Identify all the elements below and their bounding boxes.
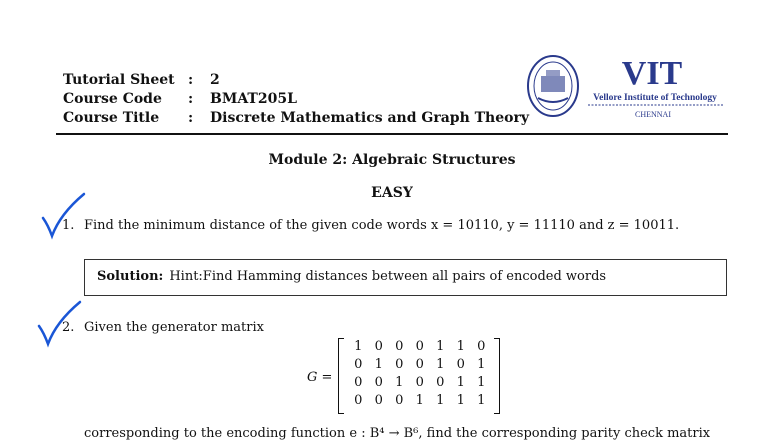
matrix-cell: 1: [436, 393, 445, 408]
solution-label: Solution:: [97, 269, 164, 284]
matrix-cell: 1: [395, 375, 404, 390]
question-number: 2.: [62, 320, 75, 335]
matrix-cell: 0: [374, 375, 383, 390]
logo-subtitle: Vellore Institute of Technology: [593, 93, 717, 103]
matrix-label: G =: [307, 370, 333, 385]
matrix-cell: 1: [456, 339, 465, 354]
matrix-cell: 1: [456, 393, 465, 408]
matrix-cell: 0: [477, 339, 486, 354]
matrix-cell: 1: [477, 357, 486, 372]
header-value: 2: [210, 71, 220, 88]
matrix-cell: 0: [395, 393, 404, 408]
matrix-cell: 0: [354, 393, 363, 408]
matrix-cell: 1: [477, 375, 486, 390]
seal-icon: [528, 56, 578, 116]
course-header: [63, 70, 529, 127]
matrix-cell: 1: [456, 375, 465, 390]
question-text: Given the generator matrix: [84, 320, 264, 335]
matrix-right-bracket: [494, 338, 500, 414]
header-row-code: [63, 89, 529, 108]
matrix-cell: 1: [477, 393, 486, 408]
header-colon: :: [188, 71, 194, 88]
header-value: BMAT205L: [210, 90, 297, 107]
vit-logo: [526, 52, 732, 120]
matrix-cell: 0: [415, 339, 424, 354]
matrix-cell: 1: [415, 393, 424, 408]
header-label: Course Title: [63, 109, 160, 126]
question-text: Find the minimum distance of the given code words x = 10110, y = 11110 and z = 10011.: [84, 218, 680, 233]
header-colon: :: [188, 90, 194, 107]
solution-box: [84, 259, 727, 296]
matrix-cell: 0: [395, 357, 404, 372]
matrix-cell: 1: [436, 339, 445, 354]
matrix-cell: 0: [395, 339, 404, 354]
matrix-cell: 0: [436, 375, 445, 390]
question-2-continuation: corresponding to the encoding function e : B⁴ → B⁶, find the corresponding parity check matrix: [84, 426, 711, 441]
matrix-left-bracket: [338, 338, 344, 414]
logo-location: CHENNAI: [635, 110, 671, 119]
matrix-cell: 0: [374, 393, 383, 408]
matrix-cell: 0: [456, 357, 465, 372]
matrix-cell: 0: [354, 375, 363, 390]
question-1: [62, 218, 679, 233]
question-2: [62, 320, 264, 335]
logo-name: VIT: [621, 55, 683, 92]
matrix-cell: 1: [354, 339, 363, 354]
solution-text: Hint:Find Hamming distances between all pairs of encoded words: [169, 269, 607, 284]
header-label: Course Code: [63, 90, 162, 107]
matrix-cell: 0: [354, 357, 363, 372]
question-number: 1.: [62, 218, 75, 233]
matrix-cell: 1: [436, 357, 445, 372]
header-label: Tutorial Sheet: [63, 71, 175, 88]
header-colon: :: [188, 109, 194, 126]
difficulty-heading: EASY: [371, 185, 413, 201]
matrix-cell: 0: [415, 357, 424, 372]
generator-matrix: [338, 338, 500, 414]
matrix-grid: [348, 339, 492, 411]
header-row-title: [63, 108, 529, 127]
header-row-tutorial: [63, 70, 529, 89]
header-value: Discrete Mathematics and Graph Theory: [210, 109, 529, 126]
module-title: Module 2: Algebraic Structures: [268, 152, 516, 168]
header-divider: [56, 133, 728, 135]
matrix-cell: 1: [374, 357, 383, 372]
matrix-cell: 0: [374, 339, 383, 354]
matrix-cell: 0: [415, 375, 424, 390]
